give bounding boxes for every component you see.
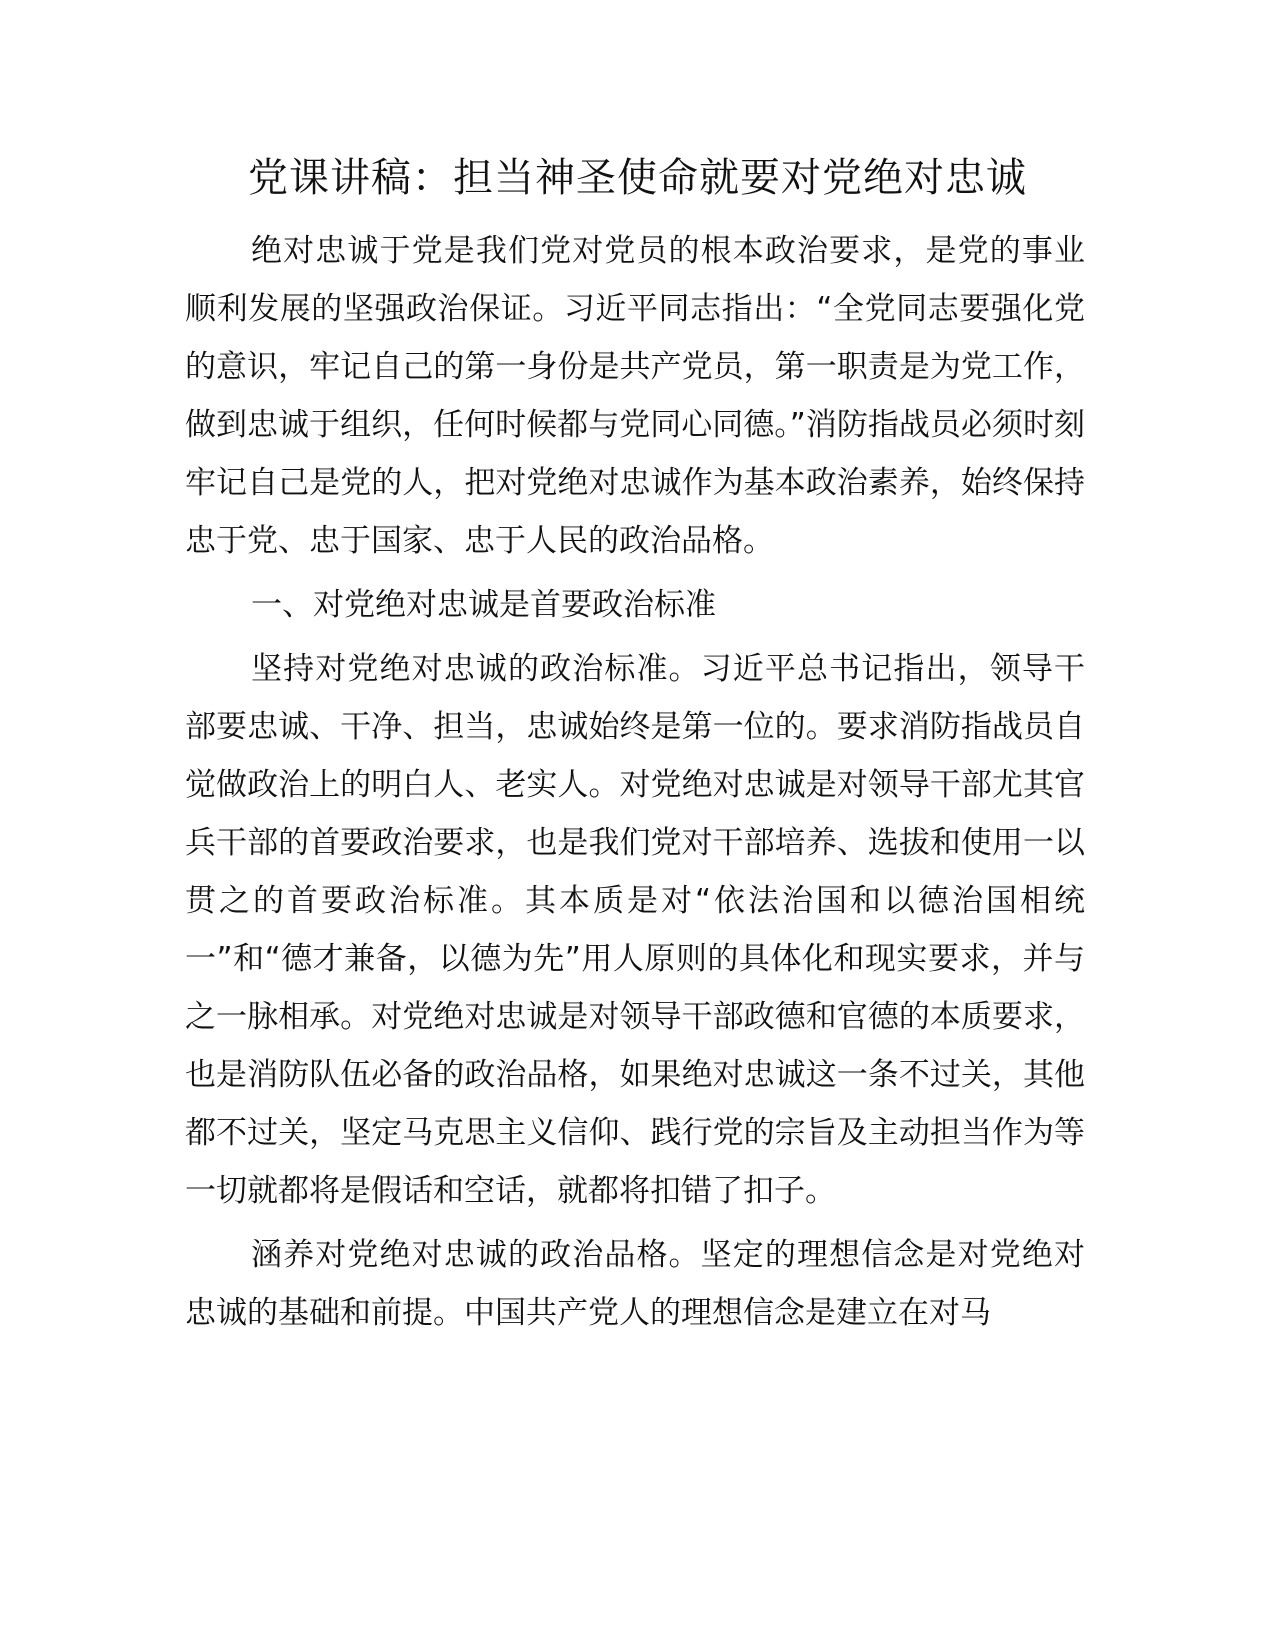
document-body [185,222,1085,1342]
document-title: 党课讲稿：担当神圣使命就要对党绝对忠诚 [248,155,1027,201]
section-heading-1: 一、对党绝对忠诚是首要政治标准 [251,587,716,623]
paragraph-intro: 绝对忠诚于党是我们党对党员的根本政治要求，是党的事业顺利发展的坚强政治保证。习近平同志指出：“全党同志要强化党的意识，牢记自己的第一身份是共产党员，第一职责是为党工作，做到忠诚于组织，任何时候都与党同心同德。”消防指战员必须时刻牢记自己是党的人，把对党绝对忠诚作为基本政治素养，始终保持忠于党、忠于国家、忠于人民的政治品格。 [185,233,1085,559]
paragraph-political-character: 涵养对党绝对忠诚的政治品格。坚定的理想信念是对党绝对忠诚的基础和前提。中国共产党人的理想信念是建立在对马 [185,1237,1085,1331]
paragraph-political-standard: 坚持对党绝对忠诚的政治标准。习近平总书记指出，领导干部要忠诚、干净、担当，忠诚始终是第一位的。要求消防指战员自觉做政治上的明白人、老实人。对党绝对忠诚是对领导干部尤其官兵干部的首要政治要求，也是我们党对干部培养、选拔和使用一以贯之的首要政治标准。其本质是对“依法治国和以德治国相统一”和“德才兼备，以德为先”用人原则的具体化和现实要求，并与之一脉相承。对党绝对忠诚是对领导干部政德和官德的本质要求，也是消防队伍必备的政治品格，如果绝对忠诚这一条不过关，其他都不过关，坚定马克思主义信仰、践行党的宗旨及主动担当作为等一切就都将是假话和空话，就都将扣错了扣子。 [185,651,1085,1209]
